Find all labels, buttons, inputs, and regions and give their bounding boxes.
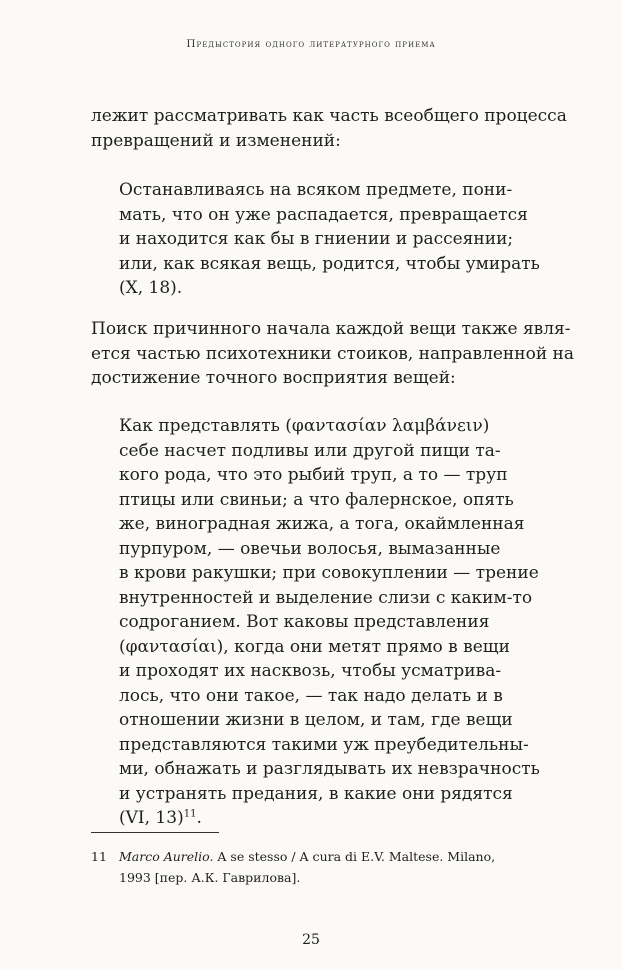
footnote-line-2: 1993 [пер. А.К. Гаврилова]. [119,870,301,885]
text-line: и устранять предания, в какие они рядятся [119,783,513,804]
text-line-content: (VI, 13) [119,808,184,828]
footnote-divider [91,832,219,833]
footnote-line-1 [91,846,495,867]
paragraph-2 [91,317,574,391]
text-line: (VI, 13)$^{11}$. [119,808,202,828]
text-line: птицы или свиньи; а что фалернское, опять [119,489,514,510]
text-line: мать, что он уже распадается, превращается [119,204,528,225]
footnote-citation: A se stesso / A cura di E.V. Maltese. Milano, [213,849,496,864]
text-line: себе насчет подливы или другой пищи та- [119,440,501,461]
text-line: Поиск причинного начала каждой вещи также явля- [91,319,571,339]
block-quote-1 [119,178,540,301]
footnote [91,846,495,888]
text-line: содроганием. Вот каковы представления [119,612,490,632]
text-line: лось, что они такое, — так надо делать и в [119,685,503,706]
text-line: превращений и изменений: [91,130,341,151]
footnote-number: 11 [91,849,107,864]
running-header: Предыстория одного литературного приема [186,38,436,50]
block-quote-2 [119,414,540,831]
text-line: Останавливаясь на всяком предмете, пони- [119,180,513,200]
text-line: же, виноградная жижа, а тога, окаймленная [119,514,525,534]
text-line: отношении жизни в целом, и там, где вещи [119,710,513,730]
text-line: (X, 18). [119,278,183,298]
text-line: кого рода, что это рыбий труп, а то — труп [119,465,508,485]
text-line: лежит рассматривать как часть всеобщего процесса [91,106,567,126]
text-line: пурпуром, — овечьи волосья, вымазанные [119,538,501,559]
text-line: внутренностей и выделение слизи с каким-то [119,587,533,608]
text-line: ется частью психотехники стоиков, направленной на [91,343,575,364]
text-line: достижение точного восприятия вещей: [91,368,456,388]
text-line: и находится как бы в гниении и рассеянии; [119,229,514,249]
page-number: 25 [302,932,320,948]
footnote-reference[interactable]: 11 [183,808,197,820]
text-line: (φαντασίαι), когда они метят прямо в вещи [119,636,510,657]
footnote-author: Marco Aurelio. [119,849,214,864]
paragraph-1 [91,104,567,153]
text-line: ми, обнажать и разглядывать их невзрачность [119,759,540,779]
text-line: Как представлять (φαντασίαν λαμβάνειν) [119,416,490,436]
text-line: или, как всякая вещь, родится, чтобы умирать [119,253,540,274]
text-line: в крови ракушки; при совокуплении — трение [119,563,539,583]
text-line: представляются такими уж преубедительны- [119,734,529,755]
text-line: и проходят их насквозь, чтобы усматрива- [119,661,502,681]
